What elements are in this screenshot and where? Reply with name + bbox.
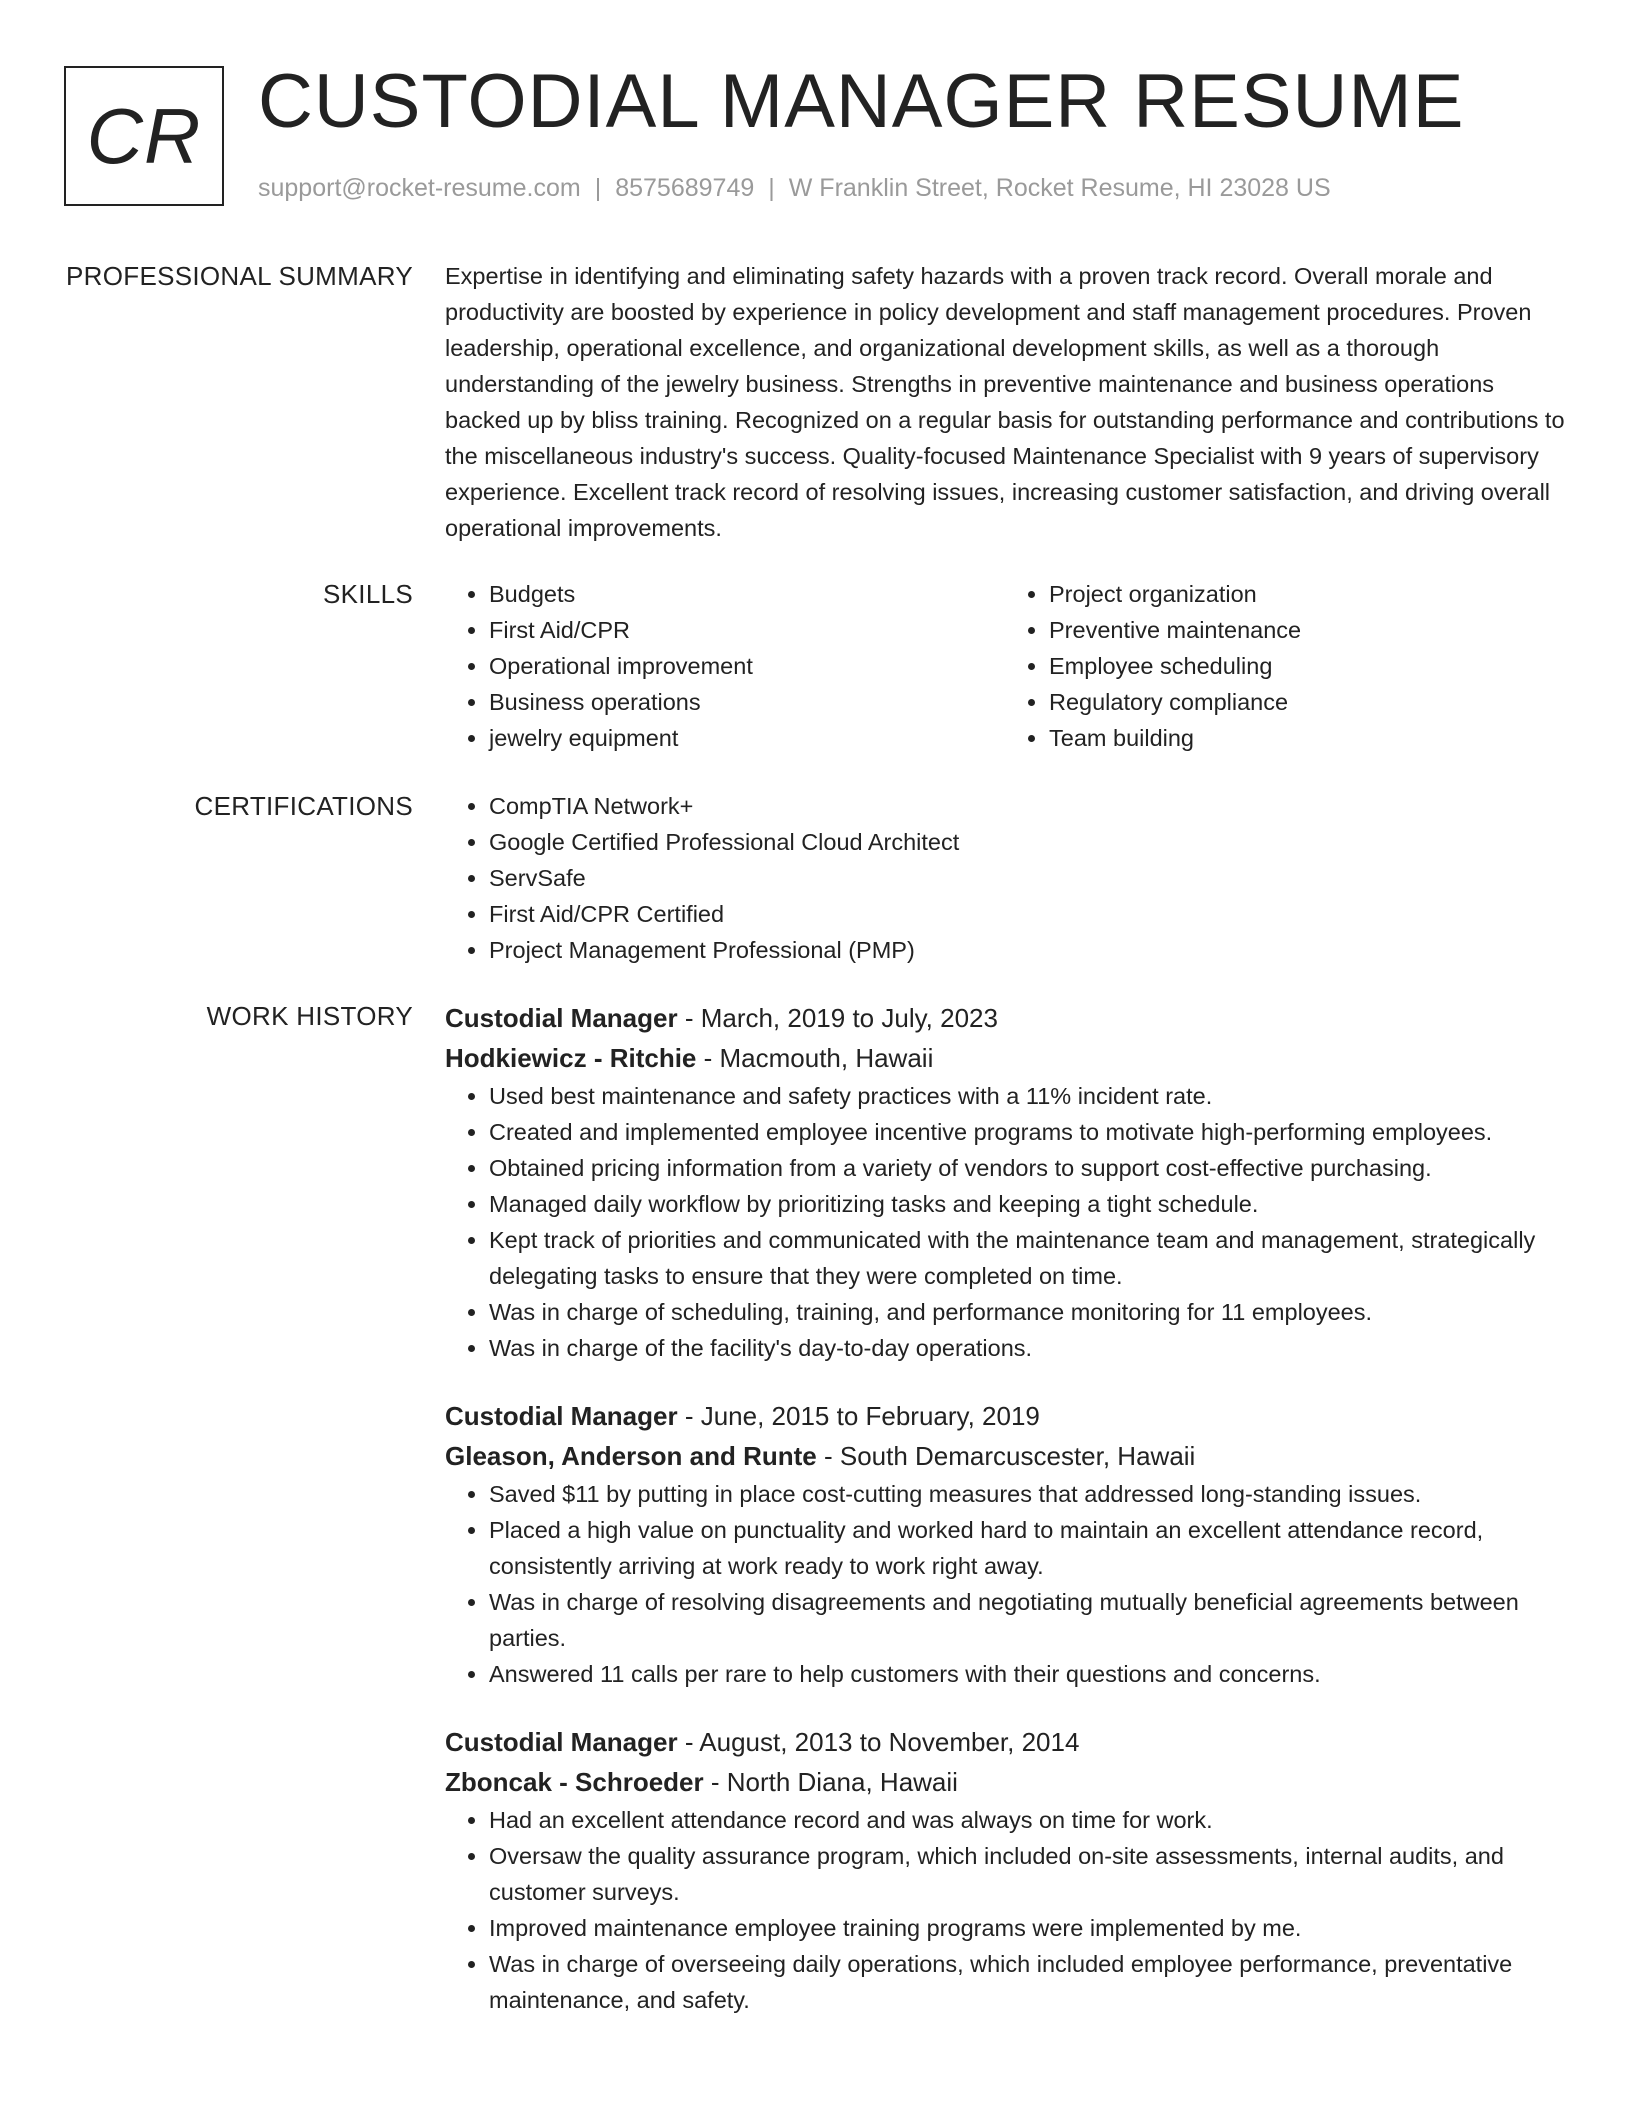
section-label-certifications: CERTIFICATIONS	[194, 791, 413, 821]
job-title-line	[445, 1396, 1565, 1436]
job-company-line	[445, 1038, 1565, 1078]
skill-item: • Business operations	[489, 684, 1005, 720]
certification-item: • CompTIA Network+	[489, 788, 1565, 824]
job-bullet: • Used best maintenance and safety practices with a 11% incident rate.	[489, 1078, 1565, 1114]
job-bullet: • Improved maintenance employee training programs were implemented by me.	[489, 1910, 1565, 1946]
contact-email: support@rocket-resume.com	[258, 174, 581, 202]
contact-phone: 8575689749	[615, 174, 755, 202]
job-entry	[445, 1396, 1565, 1692]
summary-body	[445, 258, 1565, 546]
skill-item: • Employee scheduling	[1049, 648, 1565, 684]
contact-separator: |	[594, 174, 602, 202]
job-bullet: • Had an excellent attendance record and was always on time for work.	[489, 1802, 1565, 1838]
job-title: Custodial Manager	[445, 1003, 678, 1033]
job-company-line	[445, 1436, 1565, 1476]
certification-item: • ServSafe	[489, 860, 1565, 896]
job-bullets	[445, 1476, 1565, 1692]
job-bullet: • Created and implemented employee incentive programs to motivate high-performing employees.	[489, 1114, 1565, 1150]
skill-item: • Regulatory compliance	[1049, 684, 1565, 720]
job-bullet: • Was in charge of the facility's day-to-day operations.	[489, 1330, 1565, 1366]
contact-address: W Franklin Street, Rocket Resume, HI 23028 US	[788, 174, 1331, 202]
initials-text: CR	[86, 91, 202, 180]
job-dates: - June, 2015 to February, 2019	[677, 1401, 1040, 1431]
job-bullet: • Was in charge of overseeing daily operations, which included employee performance, preventative maintenance, and safety.	[489, 1946, 1565, 2018]
section-label-summary: PROFESSIONAL SUMMARY	[66, 261, 413, 291]
skill-item: • Budgets	[489, 576, 1005, 612]
job-bullet: • Saved $11 by putting in place cost-cutting measures that addressed long-standing issues.	[489, 1476, 1565, 1512]
certifications-list	[445, 788, 1565, 968]
job-bullet: • Answered 11 calls per rare to help customers with their questions and concerns.	[489, 1656, 1565, 1692]
job-title: Custodial Manager	[445, 1401, 678, 1431]
job-location: - South Demarcuscester, Hawaii	[816, 1441, 1196, 1471]
job-title: Custodial Manager	[445, 1727, 678, 1757]
job-dates: - March, 2019 to July, 2023	[677, 1003, 998, 1033]
initials-monogram	[64, 66, 224, 206]
job-company: Hodkiewicz - Ritchie	[445, 1043, 697, 1073]
work-history-body	[445, 998, 1565, 2048]
job-bullet: • Kept track of priorities and communicated with the maintenance team and management, strategically delegating tasks to ensure that they were completed on time.	[489, 1222, 1565, 1294]
job-title-line	[445, 998, 1565, 1038]
job-bullets	[445, 1802, 1565, 2018]
job-bullet: • Placed a high value on punctuality and worked hard to maintain an excellent attendance record, consistently arriving at work ready to work right away.	[489, 1512, 1565, 1584]
job-location: - North Diana, Hawaii	[703, 1767, 958, 1797]
job-bullets	[445, 1078, 1565, 1366]
job-bullet: • Oversaw the quality assurance program, which included on-site assessments, internal audits, and customer surveys.	[489, 1838, 1565, 1910]
skills-column-right	[1005, 576, 1565, 756]
contact-line	[258, 174, 1331, 203]
certification-item: • Project Management Professional (PMP)	[489, 932, 1565, 968]
certification-item: • Google Certified Professional Cloud Architect	[489, 824, 1565, 860]
section-label-work-history: WORK HISTORY	[206, 1001, 413, 1031]
summary-text: Expertise in identifying and eliminating safety hazards with a proven track record. Overall morale and productivity are boosted by experience in policy development and staff management procedures. Proven leadership, operational excellence, and organizational development skills, as well as a thorough understanding of the jewelry business. Strengths in preventive maintenance and business operations backed up by bliss training. Recognized on a regular basis for outstanding performance and contributions to the miscellaneous industry's success. Quality-focused Maintenance Specialist with 9 years of supervisory experience. Excellent track record of resolving issues, increasing customer satisfaction, and driving overall operational improvements.	[445, 263, 1565, 541]
job-bullet: • Obtained pricing information from a variety of vendors to support cost-effective purchasing.	[489, 1150, 1565, 1186]
skill-item: • First Aid/CPR	[489, 612, 1005, 648]
resume-title: CUSTODIAL MANAGER RESUME	[258, 59, 1465, 144]
skills-column-left	[445, 576, 1005, 756]
skill-item: • Operational improvement	[489, 648, 1005, 684]
contact-separator: |	[768, 174, 775, 202]
job-title-line	[445, 1722, 1565, 1762]
job-company-line	[445, 1762, 1565, 1802]
skill-item: • Team building	[1049, 720, 1565, 756]
job-location: - Macmouth, Hawaii	[696, 1043, 934, 1073]
skills-body	[445, 576, 1565, 756]
job-bullet: • Managed daily workflow by prioritizing tasks and keeping a tight schedule.	[489, 1186, 1565, 1222]
certification-item: • First Aid/CPR Certified	[489, 896, 1565, 932]
job-bullet: • Was in charge of scheduling, training, and performance monitoring for 11 employees.	[489, 1294, 1565, 1330]
skill-item: • Project organization	[1049, 576, 1565, 612]
skill-item: • jewelry equipment	[489, 720, 1005, 756]
skill-item: • Preventive maintenance	[1049, 612, 1565, 648]
job-bullet: • Was in charge of resolving disagreements and negotiating mutually beneficial agreements between parties.	[489, 1584, 1565, 1656]
job-entry	[445, 1722, 1565, 2018]
job-dates: - August, 2013 to November, 2014	[677, 1727, 1080, 1757]
job-entry	[445, 998, 1565, 1366]
section-label-skills: SKILLS	[323, 579, 413, 609]
job-company: Gleason, Anderson and Runte	[445, 1441, 817, 1471]
certifications-body	[445, 788, 1565, 968]
job-company: Zboncak - Schroeder	[445, 1767, 704, 1797]
